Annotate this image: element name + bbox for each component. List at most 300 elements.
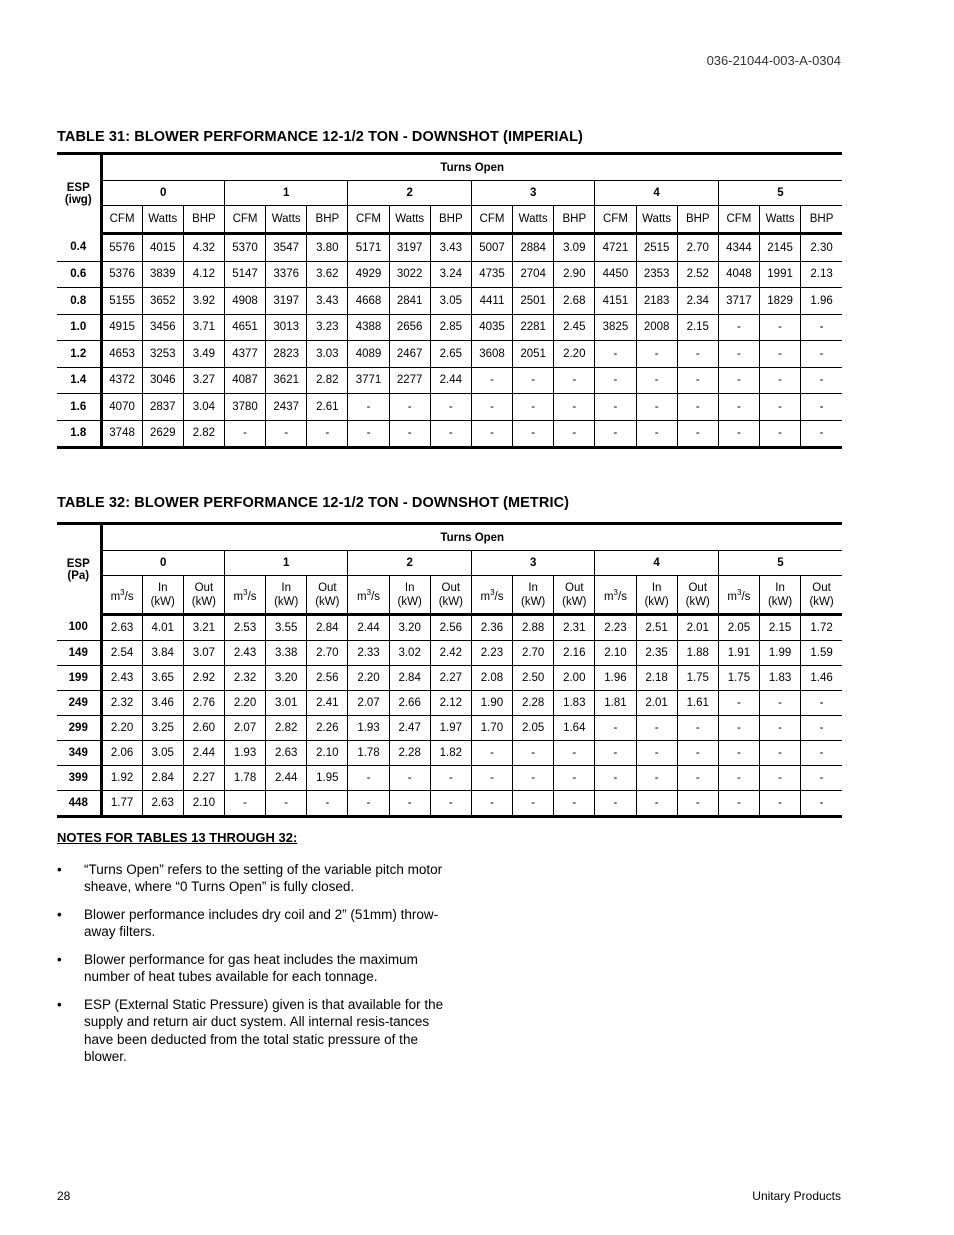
table-cell: 2.41 [307, 691, 348, 716]
note-text: Blower performance for gas heat includes the maximum number of heat tubes available for each tonnage. [84, 951, 418, 984]
turns-header-5: 5 [718, 181, 842, 206]
table-cell: 3.01 [266, 691, 307, 716]
table-cell: 2051 [513, 341, 554, 368]
table-row [57, 367, 842, 394]
table-cell: 2.63 [142, 791, 183, 817]
column-header: CFM [101, 206, 142, 234]
esp-value: 100 [57, 615, 101, 641]
table-cell: - [389, 420, 430, 448]
notes-section [57, 829, 447, 1076]
table-cell: - [760, 691, 801, 716]
unit-text: In [775, 581, 785, 594]
table-cell: 4.12 [183, 261, 224, 288]
table-cell: 2.43 [224, 641, 265, 666]
esp-header [57, 154, 101, 234]
table-cell: 2.52 [677, 261, 718, 288]
table-cell: 2.30 [801, 234, 842, 262]
table-cell: - [760, 716, 801, 741]
column-header: Watts [760, 206, 801, 234]
table-cell: 2.76 [183, 691, 224, 716]
column-header-line1 [513, 581, 553, 595]
table-row [57, 420, 842, 448]
unit-text: m [110, 590, 121, 603]
table-cell: 2.35 [636, 641, 677, 666]
column-header [307, 576, 348, 615]
column-header-line1 [348, 586, 388, 604]
table-cell: 4.01 [142, 615, 183, 641]
column-header: CFM [471, 206, 512, 234]
table-cell: 2.47 [389, 716, 430, 741]
table-cell: 1.93 [224, 741, 265, 766]
column-header-line2: (kW) [809, 595, 834, 608]
table-cell: 2.26 [307, 716, 348, 741]
table-cell: - [677, 394, 718, 421]
table-cell: 2.33 [348, 641, 389, 666]
table-cell: 3.03 [307, 341, 348, 368]
table-cell: - [718, 716, 759, 741]
table-cell: 2.84 [307, 615, 348, 641]
table-cell: - [801, 420, 842, 448]
column-header [224, 576, 265, 615]
table-cell: - [718, 394, 759, 421]
page-number: 28 [57, 1189, 71, 1203]
table-cell: 3456 [142, 314, 183, 341]
table-cell: 2.70 [513, 641, 554, 666]
unit-text: Out [688, 581, 708, 594]
table-cell: 1.75 [718, 666, 759, 691]
table-cell: - [718, 766, 759, 791]
table-32-title: TABLE 32: BLOWER PERFORMANCE 12-1/2 TON - DOWNSHOT (METRIC) [57, 495, 570, 511]
table-cell: 2.85 [430, 314, 471, 341]
table-cell: 3.21 [183, 615, 224, 641]
table-cell: - [389, 394, 430, 421]
unit-superscript: 3 [490, 587, 495, 597]
table-cell: 1.96 [801, 288, 842, 315]
column-header-line1 [143, 581, 183, 595]
table-cell: 2823 [266, 341, 307, 368]
column-header-line2: (kW) [191, 595, 217, 608]
table-cell: 2.12 [430, 691, 471, 716]
unit-superscript: 3 [120, 587, 125, 597]
column-header-line1 [184, 581, 224, 595]
table-cell: 2.00 [554, 666, 595, 691]
table-cell: - [801, 691, 842, 716]
table-cell: - [760, 341, 801, 368]
table-cell: - [471, 741, 512, 766]
table-cell: 2.61 [307, 394, 348, 421]
table-cell: 3.05 [430, 288, 471, 315]
table-cell: 3652 [142, 288, 183, 315]
table-cell: 3825 [595, 314, 636, 341]
table-cell: - [718, 420, 759, 448]
table-cell: - [801, 716, 842, 741]
table-cell: 1.90 [471, 691, 512, 716]
table-cell: - [266, 420, 307, 448]
table-cell: 4411 [471, 288, 512, 315]
esp-value: 249 [57, 691, 101, 716]
table-cell: 1.82 [430, 741, 471, 766]
esp-label: ESP [66, 557, 90, 570]
table-cell: - [554, 394, 595, 421]
table-cell: - [348, 420, 389, 448]
table-cell: 2.56 [430, 615, 471, 641]
table-cell: - [636, 741, 677, 766]
column-header: Watts [389, 206, 430, 234]
turns-header-0: 0 [101, 551, 224, 576]
table-cell: 2.63 [266, 741, 307, 766]
table-cell: 3.84 [142, 641, 183, 666]
table-cell: 2.44 [348, 615, 389, 641]
table-cell: 1.95 [307, 766, 348, 791]
column-header [513, 576, 554, 615]
unit-text: m [603, 590, 614, 603]
table-cell: 1.61 [677, 691, 718, 716]
table-cell: - [595, 741, 636, 766]
column-header [718, 576, 759, 615]
table-cell: - [760, 741, 801, 766]
column-header [101, 576, 142, 615]
table-cell: - [677, 716, 718, 741]
table-cell: 4653 [101, 341, 142, 368]
table-31-title: TABLE 31: BLOWER PERFORMANCE 12-1/2 TON - DOWNSHOT (IMPERIAL) [57, 129, 583, 145]
column-header-line2: (kW) [315, 595, 340, 608]
table-cell: 3197 [389, 234, 430, 262]
turns-header-5: 5 [718, 551, 842, 576]
column-header [471, 576, 512, 615]
table-cell: 3.05 [142, 741, 183, 766]
column-header-line1 [225, 586, 265, 604]
column-header [595, 576, 636, 615]
unit-suffix: /s [741, 590, 751, 603]
table-cell: - [513, 394, 554, 421]
table-cell: 2841 [389, 288, 430, 315]
esp-value: 349 [57, 741, 101, 766]
table-cell: 1.78 [348, 741, 389, 766]
table-cell: 2.13 [801, 261, 842, 288]
table-cell: 4151 [595, 288, 636, 315]
table-cell: 2704 [513, 261, 554, 288]
esp-header [57, 524, 101, 615]
table-cell: 4651 [224, 314, 265, 341]
esp-value: 0.8 [57, 288, 101, 315]
table-cell: 2.20 [101, 716, 142, 741]
table-cell: - [760, 367, 801, 394]
unit-text: m [727, 590, 738, 603]
esp-label: ESP [66, 182, 90, 195]
unit-text: Out [441, 581, 461, 594]
table-cell: 3.25 [142, 716, 183, 741]
table-row [57, 261, 842, 288]
table-cell: 3.71 [183, 314, 224, 341]
table-cell: 1.81 [595, 691, 636, 716]
table-cell: - [677, 741, 718, 766]
table-cell: 2.23 [471, 641, 512, 666]
table-cell: 4015 [142, 234, 183, 262]
esp-value: 0.4 [57, 234, 101, 262]
column-header [554, 576, 595, 615]
table-cell: 2.27 [183, 766, 224, 791]
unit-text: In [651, 581, 662, 594]
turns-open-header: Turns Open [101, 154, 842, 181]
column-header [677, 576, 718, 615]
table-cell: - [677, 766, 718, 791]
table-cell: 2837 [142, 394, 183, 421]
note-text: “Turns Open” refers to the setting of the variable pitch motor sheave, where “0 Turns Open” is fully closed. [84, 861, 443, 894]
bullet: • [57, 951, 62, 967]
column-header-line1 [390, 581, 430, 595]
table-cell: 2.34 [677, 288, 718, 315]
note-text: ESP (External Static Pressure) given is that available for the supply and return air duct system. All internal resis-tances have been deducted from the total static pressure of the blower. [84, 996, 444, 1064]
table-cell: - [266, 791, 307, 817]
table-cell: - [554, 741, 595, 766]
esp-value: 1.4 [57, 367, 101, 394]
table-cell: 2.07 [224, 716, 265, 741]
table-row [57, 791, 842, 817]
table-cell: - [760, 791, 801, 817]
column-header: BHP [801, 206, 842, 234]
table-cell: - [430, 766, 471, 791]
table-cell: 2.54 [101, 641, 142, 666]
table-cell: - [801, 741, 842, 766]
column-header: BHP [554, 206, 595, 234]
table-cell: - [636, 791, 677, 817]
unit-text: In [528, 581, 538, 594]
turns-header-4: 4 [595, 551, 718, 576]
table-cell: - [636, 716, 677, 741]
table-cell: 2501 [513, 288, 554, 315]
column-header-line2: (kW) [438, 595, 463, 608]
table-cell: 4.32 [183, 234, 224, 262]
table-cell: 2.50 [513, 666, 554, 691]
table-cell: 3.23 [307, 314, 348, 341]
table-row [57, 741, 842, 766]
table-cell: 1.72 [801, 615, 842, 641]
table-cell: 2277 [389, 367, 430, 394]
unit-text: Out [318, 581, 337, 594]
table-cell: 4735 [471, 261, 512, 288]
table-cell: 2.08 [471, 666, 512, 691]
table-cell: 1.70 [471, 716, 512, 741]
table-cell: 2.36 [471, 615, 512, 641]
bullet: • [57, 906, 62, 922]
table-cell: 2.56 [307, 666, 348, 691]
esp-value: 0.6 [57, 261, 101, 288]
table-cell: 3771 [348, 367, 389, 394]
column-header-line1 [472, 586, 512, 604]
column-header-line1 [801, 581, 842, 595]
column-header [266, 576, 307, 615]
table-cell: 2656 [389, 314, 430, 341]
table-cell: 1.59 [801, 641, 842, 666]
table-cell: 3780 [224, 394, 265, 421]
column-header: Watts [636, 206, 677, 234]
table-cell: - [430, 420, 471, 448]
table-cell: 2467 [389, 341, 430, 368]
unit-text: In [281, 581, 291, 594]
table-cell: 3.55 [266, 615, 307, 641]
table-cell: - [471, 791, 512, 817]
table-cell: - [348, 394, 389, 421]
column-header-line2: (kW) [685, 595, 710, 608]
note-item [57, 996, 447, 1066]
table-cell: - [595, 716, 636, 741]
esp-unit: (Pa) [67, 569, 90, 582]
table-cell: - [760, 314, 801, 341]
table-cell: - [513, 741, 554, 766]
table-cell: 3376 [266, 261, 307, 288]
table-cell: - [718, 341, 759, 368]
table-cell: - [677, 791, 718, 817]
table-cell: 4450 [595, 261, 636, 288]
table-cell: 2.32 [224, 666, 265, 691]
table-cell: 2353 [636, 261, 677, 288]
column-header-line1 [554, 581, 594, 595]
table-cell: 2515 [636, 234, 677, 262]
table-cell: 3.07 [183, 641, 224, 666]
table-cell: - [636, 766, 677, 791]
table-cell: - [760, 394, 801, 421]
table-cell: 2.42 [430, 641, 471, 666]
turns-header-3: 3 [471, 551, 594, 576]
column-header: BHP [677, 206, 718, 234]
table-cell: 3.20 [389, 615, 430, 641]
table-cell: 2145 [760, 234, 801, 262]
table-cell: - [554, 367, 595, 394]
table-cell: 2.70 [677, 234, 718, 262]
table-cell: 4388 [348, 314, 389, 341]
table-cell: 3.65 [142, 666, 183, 691]
esp-value: 1.6 [57, 394, 101, 421]
note-item [57, 906, 447, 941]
table-row [57, 615, 842, 641]
table-row [57, 666, 842, 691]
table-row [57, 288, 842, 315]
table-cell: 2.06 [101, 741, 142, 766]
table-cell: 1.83 [760, 666, 801, 691]
table-cell: - [471, 367, 512, 394]
table-cell: - [348, 791, 389, 817]
table-cell: 4721 [595, 234, 636, 262]
column-header: BHP [430, 206, 471, 234]
table-row [57, 341, 842, 368]
table-cell: - [348, 766, 389, 791]
esp-value: 1.8 [57, 420, 101, 448]
table-cell: - [760, 766, 801, 791]
column-header: CFM [595, 206, 636, 234]
table-cell: 1.96 [595, 666, 636, 691]
table-cell: - [471, 766, 512, 791]
table-cell: 2.82 [266, 716, 307, 741]
table-row [57, 716, 842, 741]
unit-suffix: /s [247, 590, 257, 603]
table-cell: 2.90 [554, 261, 595, 288]
column-header [389, 576, 430, 615]
table-cell: - [636, 367, 677, 394]
table-cell: 3.62 [307, 261, 348, 288]
table-cell: 2.65 [430, 341, 471, 368]
table-cell: - [718, 691, 759, 716]
table-cell: 2.10 [183, 791, 224, 817]
table-cell: 3046 [142, 367, 183, 394]
table-cell: 1.83 [554, 691, 595, 716]
table-cell: - [801, 394, 842, 421]
table-cell: 5376 [101, 261, 142, 288]
table-cell: 2.27 [430, 666, 471, 691]
table-cell: - [801, 367, 842, 394]
column-header [348, 576, 389, 615]
table-cell: 2.10 [307, 741, 348, 766]
table-cell: 2.44 [430, 367, 471, 394]
table-cell: - [307, 791, 348, 817]
table-cell: 2281 [513, 314, 554, 341]
turns-header-1: 1 [224, 551, 347, 576]
table-cell: - [677, 341, 718, 368]
table-cell: 2884 [513, 234, 554, 262]
table-32-metric [57, 522, 842, 818]
table-cell: 4070 [101, 394, 142, 421]
table-cell: - [513, 420, 554, 448]
table-row [57, 641, 842, 666]
table-cell: 3.09 [554, 234, 595, 262]
table-cell: 4915 [101, 314, 142, 341]
table-cell: 4048 [718, 261, 759, 288]
table-cell: 2.53 [224, 615, 265, 641]
esp-value: 1.2 [57, 341, 101, 368]
table-row [57, 314, 842, 341]
column-header: Watts [513, 206, 554, 234]
table-cell: 2.84 [389, 666, 430, 691]
table-cell: - [801, 791, 842, 817]
table-cell: 2.23 [595, 615, 636, 641]
column-header [142, 576, 183, 615]
esp-value: 149 [57, 641, 101, 666]
table-cell: 4668 [348, 288, 389, 315]
table-cell: 2.15 [760, 615, 801, 641]
unit-suffix: /s [494, 590, 504, 603]
esp-value: 199 [57, 666, 101, 691]
column-header-line1 [103, 586, 142, 604]
unit-text: m [233, 590, 244, 603]
table-row [57, 394, 842, 421]
table-cell: 3.92 [183, 288, 224, 315]
turns-header-2: 2 [348, 181, 471, 206]
column-header-line2: (kW) [644, 595, 669, 608]
table-cell: - [760, 420, 801, 448]
table-cell: 1.93 [348, 716, 389, 741]
bullet: • [57, 996, 62, 1012]
column-header [183, 576, 224, 615]
note-item [57, 951, 447, 986]
table-cell: 2.10 [595, 641, 636, 666]
column-header-line2: (kW) [767, 595, 793, 608]
table-cell: 2.43 [101, 666, 142, 691]
table-cell: 1.97 [430, 716, 471, 741]
table-cell: 2.84 [142, 766, 183, 791]
table-cell: 3253 [142, 341, 183, 368]
unit-text: In [157, 581, 168, 594]
esp-value: 399 [57, 766, 101, 791]
table-cell: 4372 [101, 367, 142, 394]
table-cell: 2.20 [348, 666, 389, 691]
turns-header-4: 4 [595, 181, 718, 206]
table-cell: 2.51 [636, 615, 677, 641]
table-cell: 2.68 [554, 288, 595, 315]
table-cell: 3.46 [142, 691, 183, 716]
table-cell: 1.77 [101, 791, 142, 817]
unit-text: m [480, 590, 491, 603]
table-cell: 2629 [142, 420, 183, 448]
table-row [57, 691, 842, 716]
